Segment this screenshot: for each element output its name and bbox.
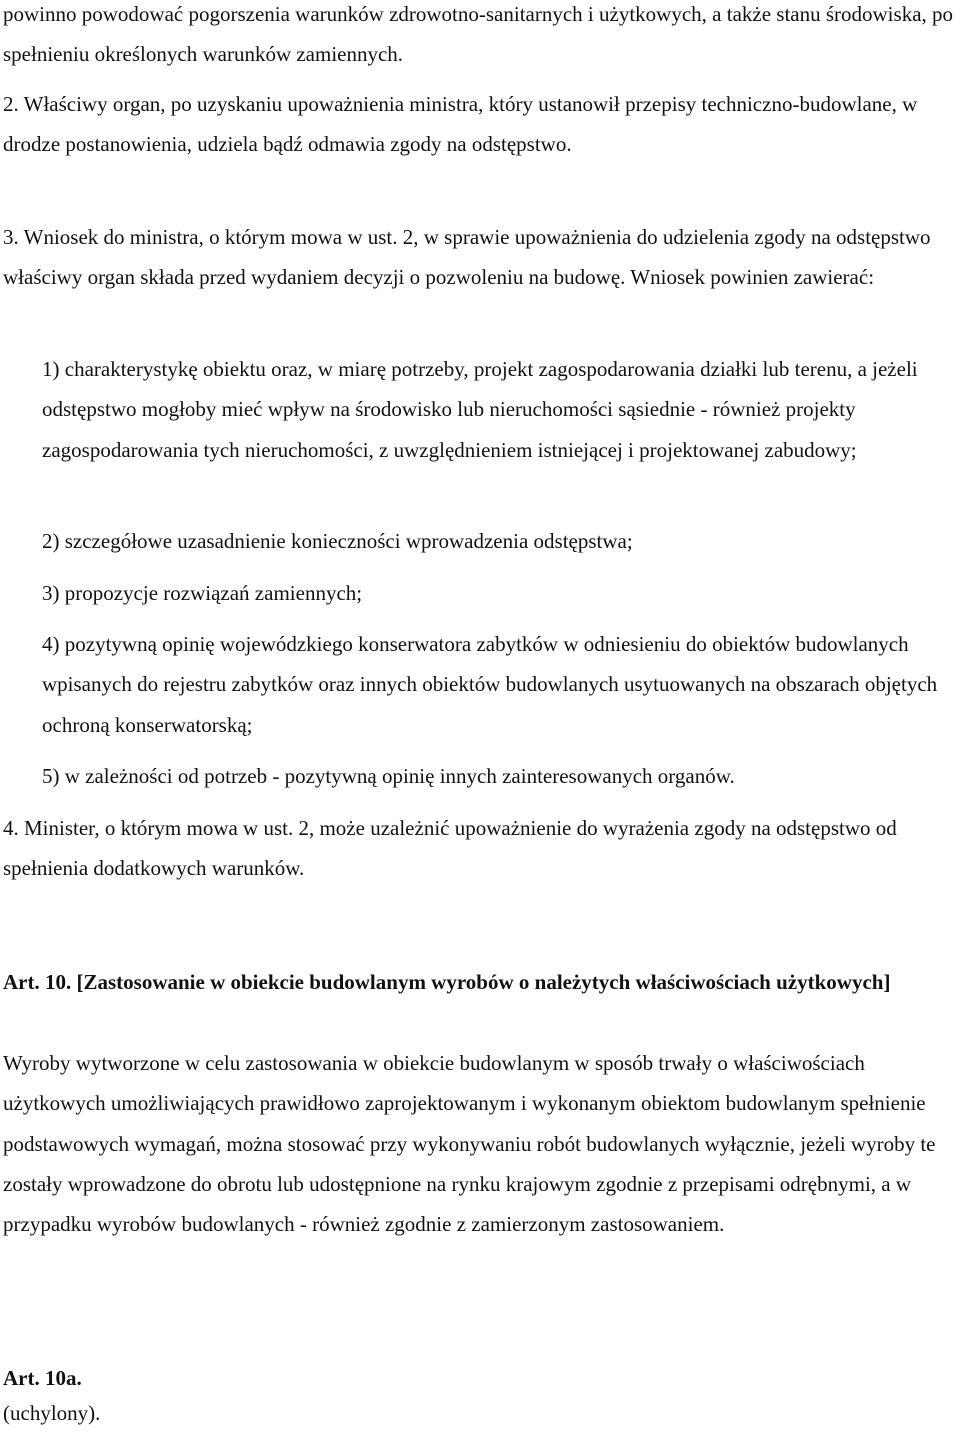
art-10-heading: Art. 10. [Zastosowanie w obiekcie budowlanym wyrobów o należytych właściwościach użytkowych] bbox=[3, 970, 891, 994]
list-item-2: 2) szczegółowe uzasadnienie konieczności wprowadzenia odstępstwa; bbox=[42, 529, 633, 553]
intro-paragraph: powinno powodować pogorszenia warunków zdrowotno-sanitarnych i użytkowych, a także stanu środowiska, po spełnieniu określonych warunków zamiennych. bbox=[3, 2, 954, 67]
art-10a-body: (uchylony). bbox=[3, 1401, 101, 1425]
list-item-1: 1) charakterystykę obiektu oraz, w miarę potrzeby, projekt zagospodarowania działki lub terenu, a jeżeli odstępstwo mogłoby mieć wpływ na środowisko lub nieruchomości sąsiednie - również projekty zagospodarowania tych nieruchomości, z uwzględnieniem istniejącej i projektowanej zabudowy; bbox=[42, 357, 918, 462]
art-10-body: Wyroby wytworzone w celu zastosowania w obiekcie budowlanym w sposób trwały o właściwościach użytkowych umożliwiających prawidłowo zaprojektowanym i wykonanym obiektom budowlanym spełnienie podstawowych wymagań, można stosować przy wykonywaniu robót budowlanych wyłącznie, jeżeli wyroby te zostały wprowadzone do obrotu lub udostępnione na rynku krajowym zgodnie z przepisami odrębnymi, a w przypadku wyrobów budowlanych - również zgodnie z zamierzonym zastosowaniem. bbox=[3, 1051, 936, 1237]
paragraph-2: 2. Właściwy organ, po uzyskaniu upoważnienia ministra, który ustanowił przepisy techniczno-budowlane, w drodze postanowienia, udziela bądź odmawia zgody na odstępstwo. bbox=[3, 92, 918, 157]
art-10a-heading: Art. 10a. bbox=[3, 1366, 82, 1390]
list-item-4: 4) pozytywną opinię wojewódzkiego konserwatora zabytków w odniesieniu do obiektów budowlanych wpisanych do rejestru zabytków oraz innych obiektów budowlanych usytuowanych na obszarach objętych ochroną konserwatorską; bbox=[42, 632, 938, 737]
list-item-5: 5) w zależności od potrzeb - pozytywną opinię innych zainteresowanych organów. bbox=[42, 764, 735, 788]
paragraph-4: 4. Minister, o którym mowa w ust. 2, może uzależnić upoważnienie do wyrażenia zgody na odstępstwo od spełnienia dodatkowych warunków. bbox=[3, 816, 897, 881]
paragraph-3: 3. Wniosek do ministra, o którym mowa w ust. 2, w sprawie upoważnienia do udzielenia zgody na odstępstwo właściwy organ składa przed wydaniem decyzji o pozwoleniu na budowę. Wniosek powinien zawierać: bbox=[3, 225, 931, 290]
list-item-3: 3) propozycje rozwiązań zamiennych; bbox=[42, 581, 363, 605]
